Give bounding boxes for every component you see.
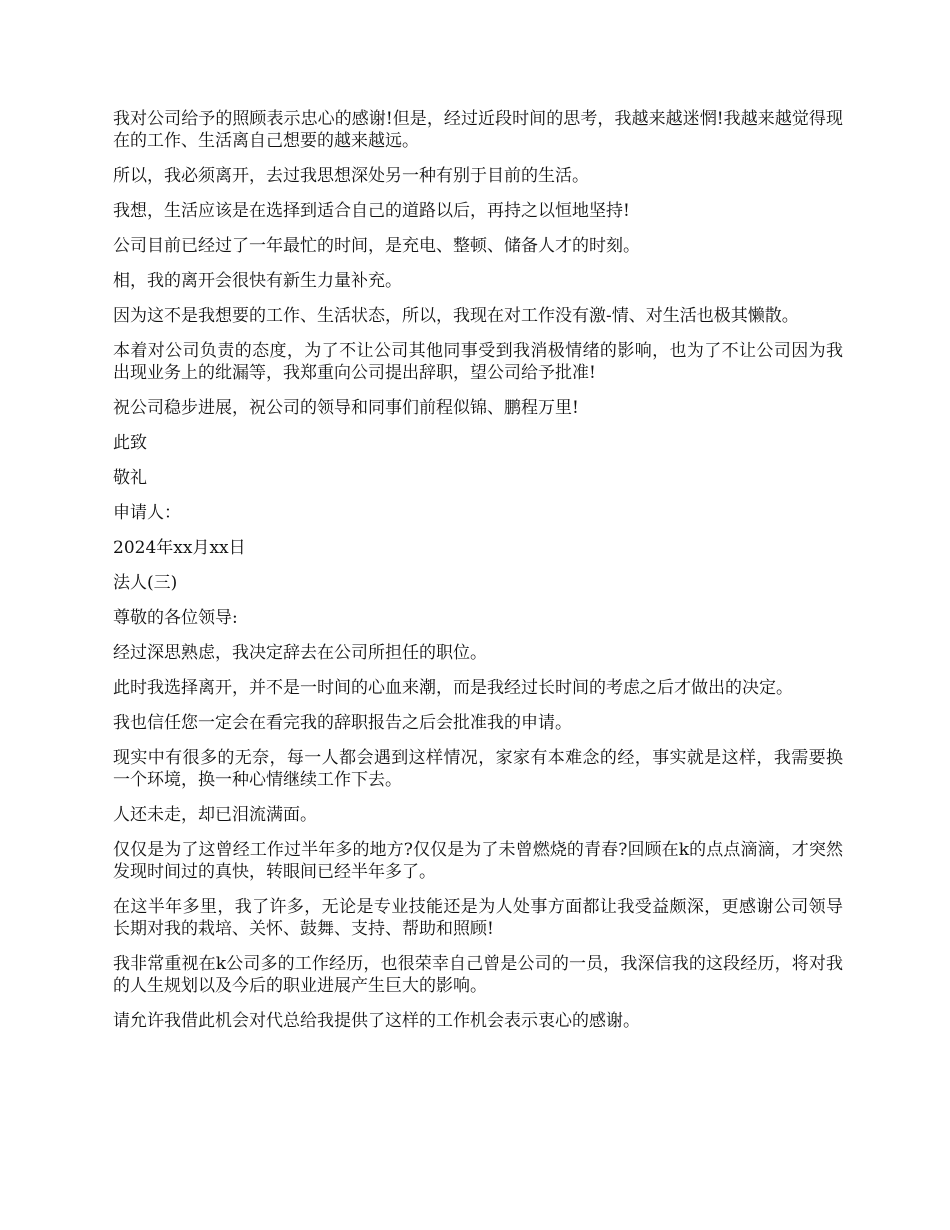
paragraph: 此时我选择离开，并不是一时间的心血来潮，而是我经过长时间的考虑之后才做出的决定。 [113,678,793,698]
paragraph: 在这半年多里，我了许多，无论是专业技能还是为人处事方面都让我受益颇深，更感谢公司领导长期对我的栽培、关怀、鼓舞、支持、帮助和照顾! [113,897,843,939]
paragraph: 我非常重视在k公司多的工作经历，也很荣幸自己曾是公司的一员，我深信我的这段经历，将对我的人生规划以及今后的职业进展产生巨大的影响。 [113,954,843,996]
paragraph: 公司目前已经过了一年最忙的时间，是充电、整顿、储备人才的时刻。 [113,236,640,256]
document-body [113,108,843,1045]
paragraph: 相，我的离开会很快有新生力量补充。 [113,271,402,291]
paragraph: 我对公司给予的照顾表示忠心的感谢!但是，经过近段时间的思考，我越来越迷惘!我越来越觉得现在的工作、生活离自己想要的越来越远。 [113,109,843,151]
paragraph: 因为这不是我想要的工作、生活状态，所以，我现在对工作没有激-情、对生活也极其懒散。 [113,306,799,326]
paragraph: 我想，生活应该是在选择到适合自己的道路以后，再持之以恒地坚持! [113,201,630,221]
section-heading: 法人(三) [113,573,178,593]
greeting: 尊敬的各位领导: [113,608,238,628]
date-line: 2024年xx月xx日 [113,538,246,558]
paragraph: 本着对公司负责的态度，为了不让公司其他同事受到我消极情绪的影响，也为了不让公司因为我出现业务上的纰漏等，我郑重向公司提出辞职，望公司给予批准! [113,341,843,383]
paragraph: 经过深思熟虑，我决定辞去在公司所担任的职位。 [113,643,487,663]
paragraph: 请允许我借此机会对代总给我提供了这样的工作机会表示衷心的感谢。 [113,1011,640,1031]
closing-regards: 敬礼 [113,468,147,488]
paragraph: 我也信任您一定会在看完我的辞职报告之后会批准我的申请。 [113,713,572,733]
paragraph: 现实中有很多的无奈，每一人都会遇到这样情况，家家有本难念的经，事实就是这样，我需要换一个环境，换一种心情继续工作下去。 [113,748,843,790]
closing-salutation: 此致 [113,433,147,453]
paragraph: 所以，我必须离开，去过我思想深处另一种有别于目前的生活。 [113,166,589,186]
paragraph: 祝公司稳步进展，祝公司的领导和同事们前程似锦、鹏程万里! [113,398,579,418]
paragraph: 仅仅是为了这曾经工作过半年多的地方?仅仅是为了未曾燃烧的青春?回顾在k的点点滴滴，才突然发现时间过的真快，转眼间已经半年多了。 [113,840,843,882]
applicant-label: 申请人： [113,503,181,523]
paragraph: 人还未走，却已泪流满面。 [113,805,317,825]
